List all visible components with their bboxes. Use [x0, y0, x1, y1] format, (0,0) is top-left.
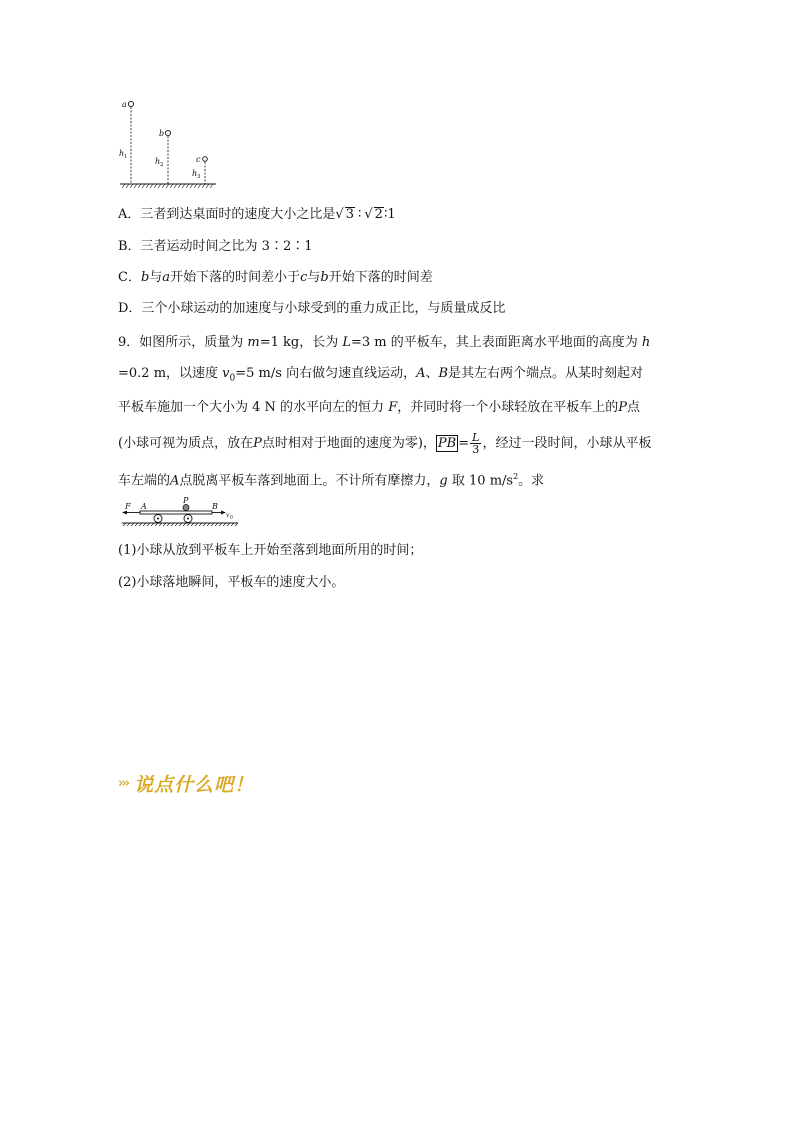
ratio-end: ∶1 — [383, 207, 396, 222]
option-a-text: A．三者到达桌面时的速度大小之比是 — [118, 207, 336, 222]
ball-a — [128, 101, 133, 106]
problem9-line1: 9．如图所示，质量为 m=1 kg，长为 L=3 m 的平板车，其上表面距离水平地面的高度为 h — [118, 335, 651, 350]
ratio-sep: ∶ — [357, 207, 362, 222]
option-b: B．三者运动时间之比为 3∶2∶1 — [118, 239, 313, 254]
label-a-end: A — [141, 502, 147, 511]
label-h2-sub: 2 — [160, 162, 164, 168]
say-something-banner — [118, 770, 254, 797]
problem9-line3: 平板车施加一个大小为 4 N 的水平向左的恒力 F，并同时将一个小球轻放在平板车上的P点 — [118, 400, 640, 415]
sqrt-2: 2 — [374, 207, 383, 222]
label-h3: h — [192, 169, 198, 178]
problem9-line4: (小球可视为质点，放在P点时相对于地面的速度为零)， PB = $\frac{L}{3}$ ，经过一段时间，小球从平板 — [118, 431, 652, 456]
label-h2: h — [155, 157, 161, 166]
free-fall-figure — [116, 96, 220, 196]
ball-b — [165, 130, 170, 135]
sqrt-3: 3 — [345, 207, 354, 222]
fraction-l-over-3: $\frac{L}{3}$ — [472, 431, 480, 456]
ball-c — [203, 157, 208, 162]
label-h1: h — [119, 149, 125, 158]
label-v0: v — [226, 512, 230, 519]
option-a: A．三者到达桌面时的速度大小之比是√ 3 ∶ √ 2∶1 — [118, 207, 396, 222]
question-1: (1)小球从放到平板车上开始至落到地面所用的时间； — [118, 543, 423, 558]
label-a: a — [122, 100, 127, 109]
problem9-line5: 车左端的A点脱离平板车落到地面上。不计所有摩擦力，g 取 10 $m/s^2$。求 — [118, 472, 545, 489]
problem9-line2: =0.2 m，以速度 $v_0=5$ m/s 向右做匀速直线运动，A、B是其左右两个端点。从某时刻起对 — [118, 366, 644, 384]
question-2: (2)小球落地瞬间，平板车的速度大小。 — [118, 575, 345, 590]
banner-text: 说点什么吧！ — [134, 774, 255, 796]
option-d: D．三个小球运动的加速度与小球受到的重力成正比，与质量成反比 — [118, 301, 506, 316]
cart-platform — [140, 511, 212, 514]
label-p: P — [183, 496, 189, 505]
label-v0-sub: 0 — [230, 515, 233, 521]
label-c: c — [196, 155, 201, 164]
option-c: C．b与a开始下落的时间差小于c与b开始下落的时间差 — [118, 270, 433, 285]
pb-segment: PB — [437, 436, 457, 451]
label-f: F — [125, 502, 131, 511]
label-b-end: B — [212, 502, 218, 511]
label-b: b — [159, 129, 165, 138]
label-h1-sub: 1 — [124, 154, 128, 160]
flatbed-cart-figure — [120, 494, 240, 530]
label-h3-sub: 3 — [197, 174, 201, 180]
ball-p — [183, 505, 189, 511]
chevrons-icon: ››› — [118, 776, 129, 791]
